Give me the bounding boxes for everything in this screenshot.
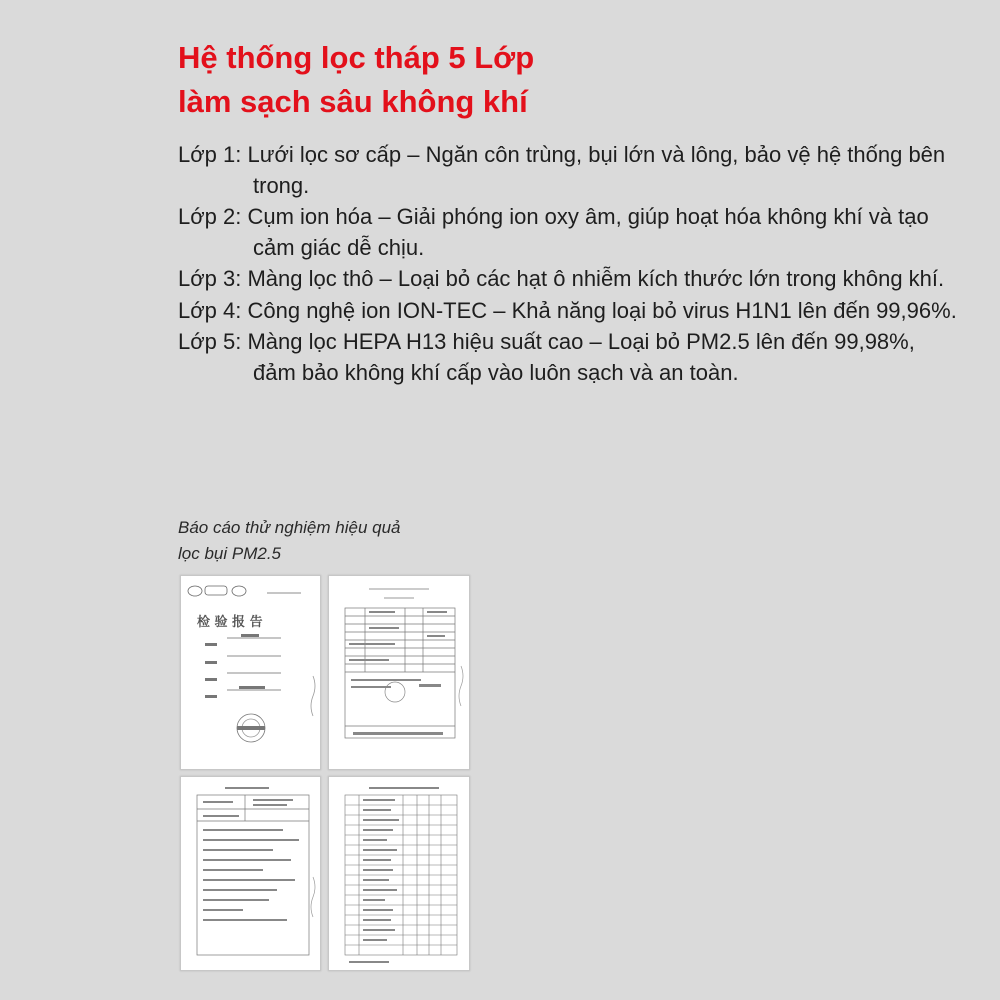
layer-item-1 <box>178 140 958 201</box>
title-line-2: làm sạch sâu không khí <box>178 84 528 119</box>
report-cover-page <box>180 575 321 770</box>
layer-prefix: Lớp 5: <box>178 329 242 354</box>
report-data-table-page <box>328 776 470 971</box>
report-cover-scan <box>181 576 320 769</box>
report-annex-scan <box>181 777 320 970</box>
report-summary-scan <box>329 576 469 769</box>
caption-line-2: lọc bụi PM2.5 <box>178 544 281 563</box>
layer-prefix: Lớp 1: <box>178 142 242 167</box>
report-annex-page <box>180 776 321 971</box>
caption-line-1: Báo cáo thử nghiệm hiệu quả <box>178 518 401 537</box>
layer-text: Màng lọc thô – Loại bỏ các hạt ô nhiễm kích thước lớn trong không khí. <box>247 266 945 291</box>
filter-layer-list <box>178 140 958 389</box>
layer-prefix: Lớp 2: <box>178 204 242 229</box>
layer-item-5 <box>178 327 958 388</box>
layer-text: Công nghệ ion ION-TEC – Khả năng loại bỏ virus H1N1 lên đến 99,96%. <box>247 297 957 323</box>
layer-item-4 <box>178 296 958 327</box>
layer-prefix: Lớp 3: <box>178 266 242 291</box>
layer-item-2 <box>178 202 958 263</box>
report-cover-heading: 检 验 报 告 <box>197 615 263 630</box>
test-report-caption <box>178 515 401 567</box>
page-title <box>178 36 534 124</box>
layer-prefix: Lớp 4: <box>178 297 242 323</box>
report-summary-page <box>328 575 470 770</box>
logo-mark-icon <box>188 586 202 596</box>
title-line-1: Hệ thống lọc tháp 5 Lớp <box>178 40 535 75</box>
layer-text: Màng lọc HEPA H13 hiệu suất cao – Loại bỏ PM2.5 lên đến 99,98%, đảm bảo không khí cấp vào luôn sạch và an toàn. <box>247 329 915 385</box>
layer-text: Lưới lọc sơ cấp – Ngăn côn trùng, bụi lớn và lông, bảo vệ hệ thống bên trong. <box>247 142 946 198</box>
report-data-table-scan <box>329 777 469 970</box>
seal-stamp-icon <box>385 682 405 702</box>
layer-text: Cụm ion hóa – Giải phóng ion oxy âm, giúp hoạt hóa không khí và tạo cảm giác dễ chịu. <box>247 204 929 260</box>
layer-item-3 <box>178 264 958 295</box>
